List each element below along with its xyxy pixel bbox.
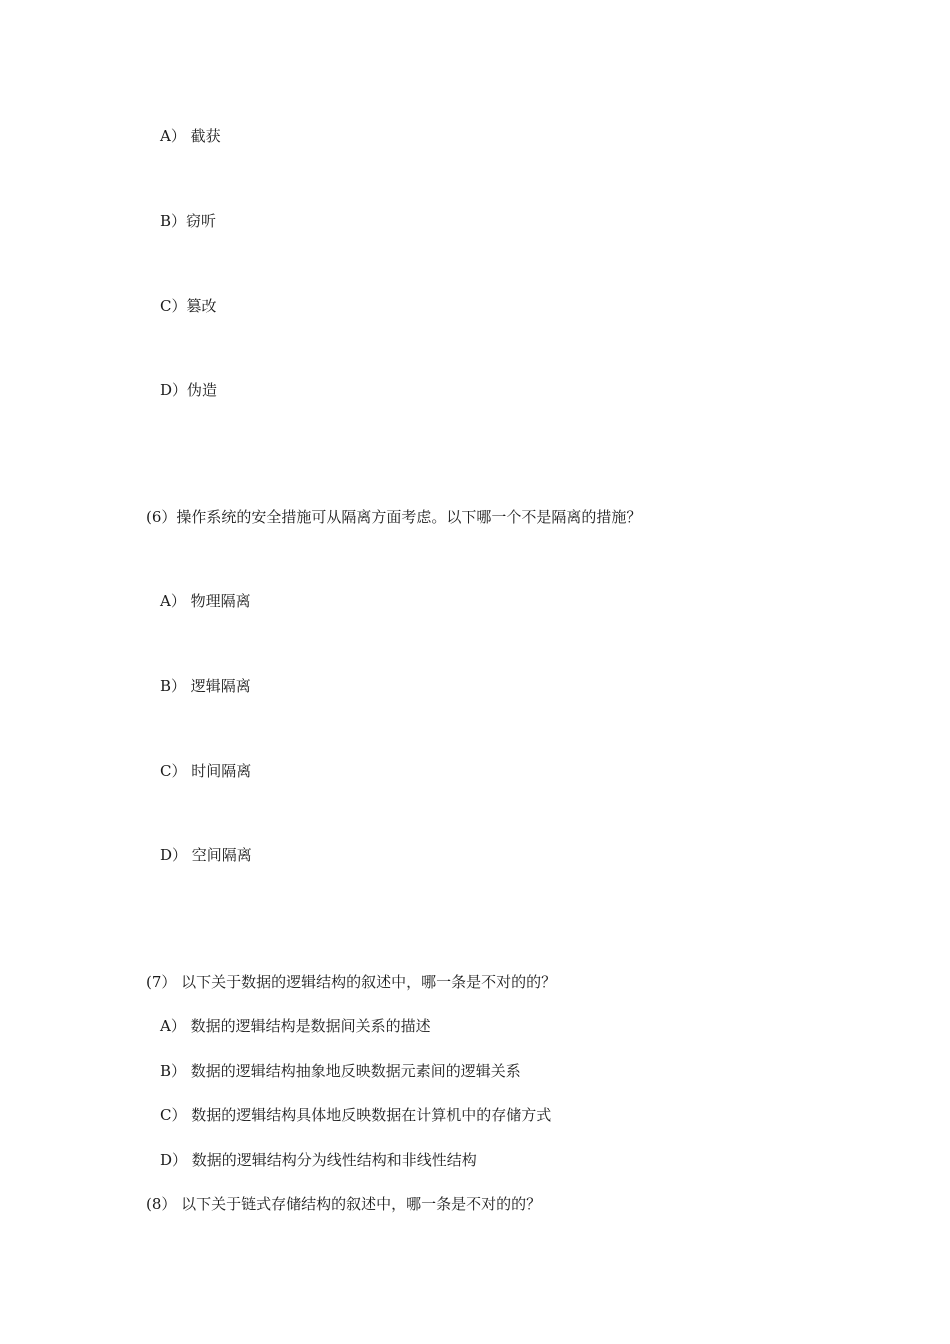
q6-option-b: B） 逻辑隔离 (160, 677, 251, 695)
q7-option-c: C） 数据的逻辑结构具体地反映数据在计算机中的存储方式 (160, 1106, 552, 1124)
q7-option-a: A） 数据的逻辑结构是数据间关系的描述 (160, 1017, 431, 1035)
q6-option-c: C） 时间隔离 (160, 762, 252, 780)
q7-option-d: D） 数据的逻辑结构分为线性结构和非线性结构 (160, 1151, 477, 1169)
q6-stem: (6）操作系统的安全措施可从隔离方面考虑。以下哪一个不是隔离的措施？ (146, 508, 642, 526)
q5-option-c: C）篡改 (160, 297, 217, 315)
q5-option-b: B）窃听 (160, 212, 217, 230)
q8-stem: (8） 以下关于链式存储结构的叙述中，哪一条是不对的的？ (146, 1195, 542, 1213)
q7-stem: (7） 以下关于数据的逻辑结构的叙述中，哪一条是不对的的？ (146, 973, 557, 991)
q6-option-a: A） 物理隔离 (160, 592, 251, 610)
q6-option-d: D） 空间隔离 (160, 846, 252, 864)
q7-option-b: B） 数据的逻辑结构抽象地反映数据元素间的逻辑关系 (160, 1062, 521, 1080)
q5-option-a: A） 截获 (160, 127, 221, 145)
q5-option-d: D）伪造 (160, 381, 218, 399)
